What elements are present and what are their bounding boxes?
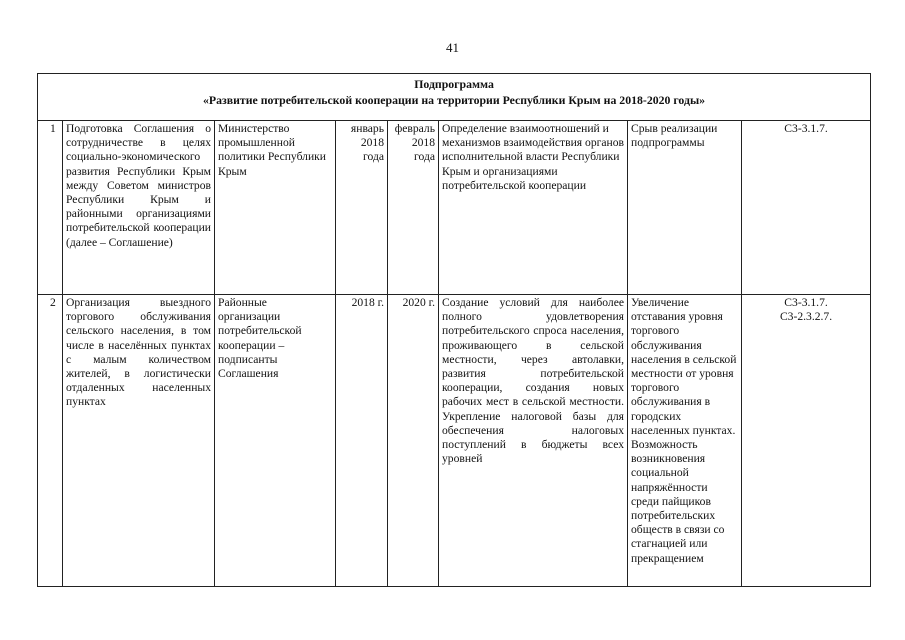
table-row <box>38 121 871 295</box>
end-date-cell: февраль 2018 года <box>388 121 439 295</box>
page-number: 41 <box>446 40 459 55</box>
consequences-cell: Увеличение отставания уровня торгового обслуживания населения в сельской местности от уровня торгового обслуживания в городских населенных пунктах. Возможность возникновения социальной напряжённости среди пайщиков потребительских обществ в связи со стагнацией или прекращением <box>628 295 742 587</box>
expected-result-cell: Создание условий для наиболее полного удовлетворения потребительского спроса населения, проживающего в сельской местности, через автолавки, развития потребительской кооперации, создания новых рабочих мест в сельской местности. Укрепление налоговой базы для обеспечения налоговых поступлений в бюджеты всех уровней <box>439 295 628 587</box>
executor-cell: Министерство промышленной политики Республики Крым <box>215 121 336 295</box>
subprogram-header-row <box>38 74 871 121</box>
subprogram-table <box>37 73 871 587</box>
row-number: 2 <box>38 295 63 587</box>
consequences-cell: Срыв реализации подпрограммы <box>628 121 742 295</box>
start-date-cell: 2018 г. <box>336 295 388 587</box>
measure-cell: Организация выездного торгового обслуживания сельского населения, в том числе в населённых пунктах с малым количеством жителей, в логистически отдаленных населенных пунктах <box>63 295 215 587</box>
row-number: 1 <box>38 121 63 295</box>
subprogram-title: «Развитие потребительской кооперации на территории Республики Крым на 2018-2020 годы» <box>203 93 706 107</box>
end-date-cell: 2020 г. <box>388 295 439 587</box>
indicator-code: С3-3.1.7. <box>784 122 828 135</box>
executor-cell: Районные организации потребительской кооперации – подписанты Соглашения <box>215 295 336 587</box>
measure-cell: Подготовка Соглашения о сотрудничестве в целях социально-экономического развития Республики Крым между Советом министров Республики Крым и районными организациями потребительской кооперации (далее – Соглашение) <box>63 121 215 295</box>
expected-result-cell: Определение взаимоотношений и механизмов взаимодействия органов исполнительной власти Республики Крым и организациями потребительской кооперации <box>439 121 628 295</box>
subprogram-label: Подпрограмма <box>414 77 494 91</box>
subprogram-header <box>38 74 871 121</box>
indicator-codes-cell <box>742 121 871 295</box>
table-row <box>38 295 871 587</box>
start-date-cell: январь 2018 года <box>336 121 388 295</box>
indicator-codes-cell <box>742 295 871 587</box>
indicator-code: С3-2.3.2.7. <box>779 310 833 324</box>
indicator-code: С3-3.1.7. <box>784 296 828 309</box>
